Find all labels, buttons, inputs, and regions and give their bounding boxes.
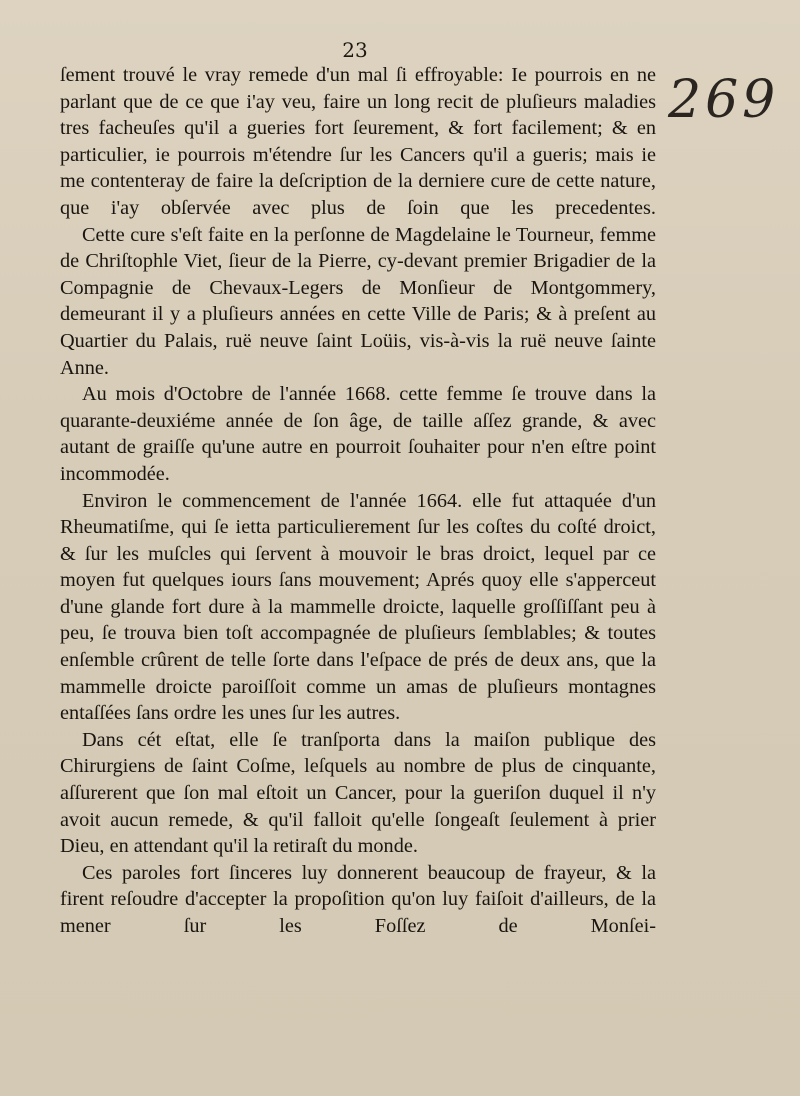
- paragraph-3: Au mois d'Octobre de l'année 1668. cette femme ſe trouve dans la quarante-deuxiéme année de ſon âge, de taille aſſez grande, & avec autant de graiſſe qu'une autre en pourroit ſouhaiter pour n'en eſtre point incommodée.: [60, 383, 656, 485]
- paragraph-4: Environ le commencement de l'année 1664. elle fut attaquée d'un Rheumatiſme, qui ſe ietta particulierement ſur les coſtes du coſté droict, & ſur les muſcles qui ſervent à mouvoir le bras droict, lequel par ce moyen fut quelques iours ſans mouvement; Aprés quoy elle s'apperceut d'une glande fort dure à la mammelle droicte, laquelle groſſiſſant peu à peu, ſe trouva bien toſt accompagnée de pluſieurs ſemblables; & toutes enſemble crûrent de telle ſorte dans l'eſpace de prés de deux ans, que la mammelle droicte paroiſſoit comme un amas de pluſieurs montagnes entaſſées ſans ordre les unes ſur les autres.: [60, 489, 656, 725]
- paragraph-5: Dans cét eſtat, elle ſe tranſporta dans la maiſon publique des Chirurgiens de ſaint Coſme, leſquels au nombre de plus de cinquante, aſſurerent que ſon mal eſtoit un Cancer, pour la gueriſon duquel il n'y avoit aucun remede, & qu'il falloit qu'elle ſongeaſt ſeulement à prier Dieu, en attendant qu'il la retiraſt du monde.: [60, 728, 656, 858]
- paragraph-1: ſement trouvé le vray remede d'un mal ſi effroyable: Ie pourrois en ne parlant que de ce que i'ay veu, faire un long recit de pluſieurs maladies tres facheuſes qu'il a gueries fort ſeurement, & fort facilement; & en particulier, ie pourrois m'étendre ſur les Cancers qu'il a gueris; mais ie me contenteray de faire la deſcription de la derniere cure de cette nature, que i'ay obſervée avec plus de ſoin que les precedentes.: [60, 64, 656, 219]
- handwritten-folio-number: 269: [668, 70, 780, 130]
- paragraph-2: Cette cure s'eſt faite en la perſonne de Magdelaine le Tourneur, femme de Chriſtophle Viet, ſieur de la Pierre, cy-devant premier Brigadier de la Compagnie de Chevaux-Legers de Monſieur de Montgommery, demeurant il y a pluſieurs années en cette Ville de Paris; & à preſent au Quartier du Palais, ruë neuve ſaint Loüis, vis-à-vis la ruë neuve ſainte Anne.: [60, 223, 656, 379]
- page-number: 23: [342, 38, 368, 62]
- paragraph-6: Ces paroles fort ſinceres luy donnerent beaucoup de frayeur, & la firent reſoudre d'accepter la propoſition qu'on luy faiſoit d'ailleurs, de la mener ſur les Foſſez de Monſei-: [60, 861, 656, 937]
- page-body-text: [60, 62, 656, 940]
